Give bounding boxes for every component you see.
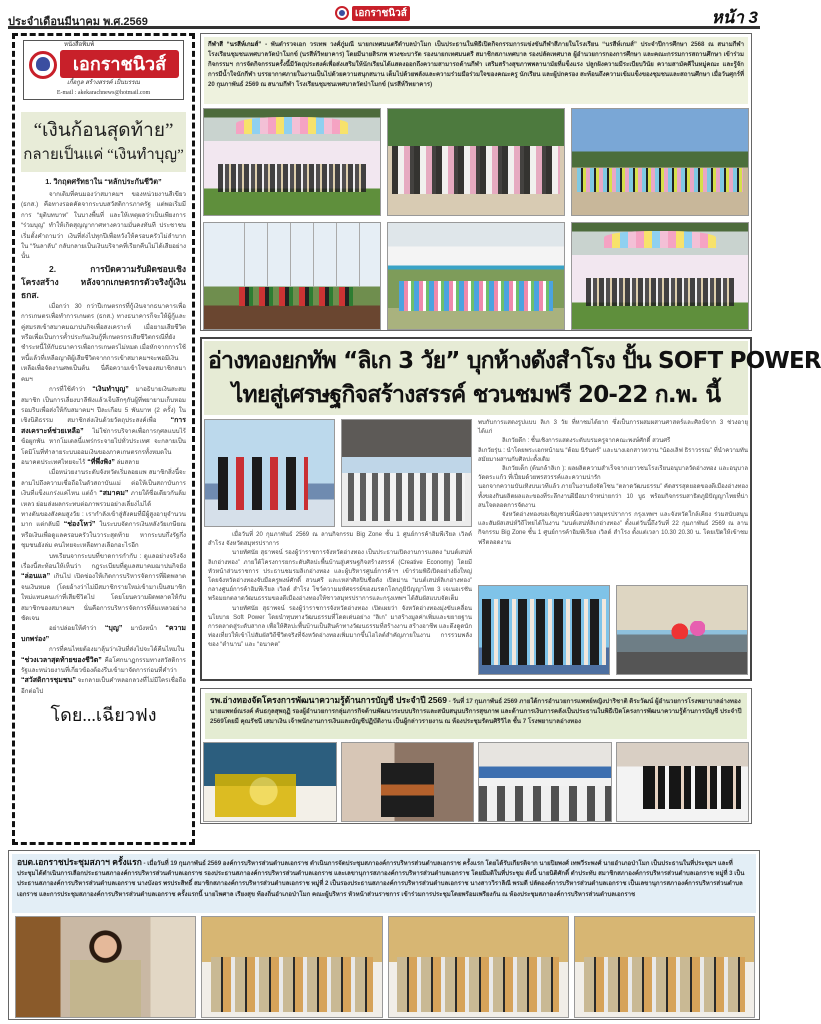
- column-title-line1: “เงินก้อนสุดท้าย”: [33, 120, 174, 141]
- photo-flag-raising: [203, 222, 381, 330]
- section1-paragraph: จากเดิมที่คนมองว่าสมาคมฯ ของหน่วยงานสีเขียว (ธกส.) คือทางรอดคัดจากระบบสวัสดิการภาครัฐ แต่พอเริ่มมีการ “ยุติบทบาท” ในบางพื้นที่ และให้เหตุผลว่าเป็นเพียงการ “ร่วมบุญ” ทำให้เกิดสุญญากาศทางความมั่นคงทันที ประชาชนเริ่มตั้งคำถามว่า เงินที่ส่งไปทุกปีเพื่อหวังให้ครอบครัวไม่ลำบากใน “วันลาลับ” กลับกลายเป็นเงินบริจาคที่เรียกคืนไม่ได้เสียอย่างนั้น: [21, 191, 186, 261]
- council-story-lead: อบต.เอกราชประชุมสภาฯ ครั้งแรก: [17, 857, 142, 867]
- photo-council-session-2: [388, 916, 569, 1018]
- sport-day-story: [200, 33, 752, 331]
- emphasis: “สมาคม”: [99, 490, 129, 498]
- text-run: มาอธิบายเงินสะสมสมาชิก เป็นการเลี่ยงบาลีฟังแล้วเจ็บลึกๆกับผู้ที่พยายามเก็บหอมรอมริบเพื่อส่งให้กับสมาคมฯ ปีละเกือบ 5 พันบาท (2 ครั้ง) ในเชิงนิติธรรม สมาชิกส่งเงินด้วยวัตถุประสงค์เพื่อ: [21, 386, 186, 425]
- header-logo: [335, 2, 445, 24]
- emphasis: “ที่พึ่งพิง”: [87, 458, 115, 466]
- likay-story: [200, 337, 821, 681]
- section2-heading: 2. การปัดความรับผิดชอบเชิงโครงสร้าง หลังจากเกษตรกรตัวจริงกู้เงิน ธกส.: [21, 263, 186, 300]
- emphasis: “การสงเคราะห์ช่วยเหลือ”: [21, 417, 186, 435]
- sport-story-text: [204, 37, 748, 104]
- likay-headline-line1: อ่างทองยกทัพ “ลิเก 3 วัย” บุกห้างดังสำโรง ปั้น SOFT POWER: [208, 348, 821, 374]
- photo-opening-stage: [204, 419, 335, 527]
- photo-opening-arch: [203, 108, 381, 216]
- contact-email[interactable]: E-mail : akekarachnews@hotmail.com: [56, 90, 151, 96]
- text-run: จะกลายเป็นคำหลอกลวงที่ไม่มีใครเชื่อถืออีกต่อไป: [21, 677, 186, 695]
- likay-right-text: [478, 419, 748, 579]
- text-run: คือโศกนาฏกรรมทางสวัสดิการ รัฐและหน่วยงานที่เกี่ยวข้องต้องรีบเข้ามาจัดการก่อนที่คำว่า: [21, 656, 186, 675]
- photo-council-session-1: [201, 916, 382, 1018]
- emphasis: “บุญ”: [104, 625, 123, 633]
- section2-paragraph-7: [21, 645, 186, 697]
- logo-small-label: หนังสือพิมพ์: [64, 42, 95, 48]
- logo-emblem-icon: [29, 51, 57, 79]
- likay-paragraph-4: พบกับการแสดงรูปแบบ ลิเก 3 วัย ที่หาชมได้ยาก ซึ่งเป็นการผสมผสานศาสตร์และศิลป์จาก 3 ช่วงอายุ ได้แก่: [478, 420, 748, 436]
- photo-officials-line: [387, 108, 565, 216]
- likay-paragraph-7: ลิเกวัยเด็ก (ต้นกล้าลิเก ): ผลผลิตความสำเร็จจากเยาวชนโรงเรียนอนุบาลวัดอ่างทอง และอนุบาลวัดตระแก้ว ที่เปี่ยมด้วยพรสวรรค์และความน่ารัก: [478, 466, 748, 482]
- emphasis: “ช่วงเวลาสุดท้ายของชีวิต”: [21, 656, 102, 664]
- emphasis: “สวัสดิการชุมชน”: [21, 677, 76, 685]
- emphasis: “ล่อนแล”: [21, 573, 51, 581]
- text-run: ล่มสลาย: [114, 458, 140, 466]
- opinion-column: [12, 33, 195, 845]
- section2-paragraph-3: [21, 468, 186, 510]
- likay-left-text: [208, 531, 472, 677]
- likay-paragraph-8: นอกจากความบันเทิงบนเวทีแล้ว ภายในงานยังจัดโซน “ตลาดวัฒนธรรม” คัดสรรสุดยอดของดีเมืองอ่างทอง ทั้งของกินผลิตผลและของที่ระลึกงานฝีมือมาจำหน่ายกว่า 10 บูธ พร้อมกิจกรรมสาธิตภูมิปัญญาไทยที่น่าสนใจตลอดการจัดงาน: [478, 484, 748, 509]
- photo-audience-hall: [341, 419, 472, 527]
- likay-paragraph-6: ลิเกวัยรุ่น : นำโดยพระเอกหน้ามน “ต้อม นิรันดร์” และนางเอกสาวหวาน “น้องเลิฟ ธิราวรรณ” ที่นำความทันสมัยมาผสานกับศิลปะดั้งเดิม: [478, 447, 748, 463]
- text-run: การที่คนไทยต้องมาลุ้นว่าเงินที่ส่งไปจะได้คืนไหมใน: [49, 646, 185, 654]
- newspaper-brand: เอกราชนิวส์: [60, 50, 179, 78]
- logo-seal-icon: [335, 6, 349, 20]
- hospital-story: [200, 688, 752, 824]
- likay-paragraph-3: นายทัศนัย สุธาพจน์ รองผู้ว่าราชการจังหวัดอ่างทอง เปิดเผยว่า จังหวัดอ่างทองมุ่งขับเคลื่อนนโยบาย Soft Power โดยนำทุนทางวัฒนธรรมที่โดดเด่นอย่าง “ลิเก” มาสร้างมูลค่าเพิ่มและขยายฐานการตลาดสู่ระดับสากล เพื่อให้ศิลปะพื้นบ้านเป็นสินค้าทางวัฒนธรรมที่สร้างงาน สร้างอาชีพ และดึงดูดนักท่องเที่ยวให้เข้าไปสัมผัสวิถีชีวิตจริงที่จังหวัดอ่างทองเพิ่มมากขึ้นไฮไลต์สำคัญภายในงาน การรวมพลังของ “ตำนาน” และ “อนาคต”: [208, 605, 472, 649]
- text-run: บทเรียนจากระบบที่ขาดการกำกับ : ดูแลอย่างจริงจัง เรื่องนี้สะท้อนให้เห็นว่า กฎระเบียบที่ดูแลสมาคมฌาปนกิจยัง: [21, 552, 186, 570]
- section1-heading: 1. วิกฤตศรัทธาใน “หลักประกันชีวิต”: [45, 177, 162, 186]
- council-story-body: - เมื่อวันที่ 19 กุมภาพันธ์ 2569 องค์การบริหารส่วนตำบลเอกราช ดำเนินการจัดประชุมสภาองค์การบริหารส่วนตำบลเอกราช ครั้งแรก โดยได้รับเกียรติจาก นายปิยพงศ์ เทพวีระพงศ์ นายอำเภอป่าโมก เป็นประธานในที่ประชุมฯ และที่ประชุมได้ดำเนินการเลือกประธานสภาองค์การบริหารส่วนตำบลเอกราช รองประธานสภาองค์การบริหารส่วนตำบลเอกราช และเลขานุการสภาองค์การบริหารส่วนตำบลเอกราช โดยมีมติในที่ประชุม ดังนี้ นายนิติศักดิ์ ดำประทับ สมาชิกสภาองค์การบริหารส่วนตำบลเอกราช หมู่ที่ 3 เป็นประธานสภาองค์การบริหารส่วนตำบลเอกราช นางบังอร พรประสิทธิ์ สมาชิกสภาองค์การบริหารส่วนตำบลเอกราช หมู่ที่ 2 เป็นรองประธานสภาองค์การบริหารส่วนตำบลเอกราช นางสาววิราลิณี พรมดี ปลัดองค์การบริหารส่วนตำบลเอกราช เป็นเลขานุการสภาองค์การบริหารส่วนตำบลเอกราช และการประชุมสภาองค์การบริหารส่วนตำบลเอกราช ครั้งแรกนี้ นายไพศาล เรียงสุข ท้องถิ่นอำเภอป่าโมก คณะผู้บริหาร หัวหน้าส่วนราชการ เข้าร่วมการประชุมโดยพร้อมเพรียงกัน ณ ห้องประชุมสภาองค์การบริหารส่วนตำบลเอกราช: [17, 860, 745, 898]
- hospital-story-body: - วันที่ 17 กุมภาพันธ์ 2569 ภายใต้การอำนวยการแพทย์หญิงปาริชาติ ดิระวัฒน์ ผู้อำนวยการโรงพยาบาลอ่างทอง นายแพทย์ณรงค์ คันธกุลสุพฤฏิ รองผู้อำนวยการกลุ่มภารกิจด้านพัฒนาระบบบริการและสนับสนุนบริการสุขภาพ และด้านการเงินการคลังเป็นประธานในพิธีเปิดโครงการพัฒนาความรู้ด้านการบัญชี ประจำปี 2569โดยมี คุณรัชนี เสมาเงิน เจ้าพนักงานการเงินและบัญชีปฏิบัติงาน เป็นผู้กล่าวรายงาน ณ ห้องประชุมรัตนศิริวิไล ชั้น 7 โรงพยาบาลอ่างทอง: [210, 698, 742, 725]
- council-photos: [15, 916, 755, 1018]
- sport-story-body: พันตำรวจเอก วรเทพ วงศ์ภู่มณี นายกเทศมนตรีตำบลป่าโมก เป็นประธานในพิธีเปิดกิจกรรมการแข่งขันกีฬาสีภายในโรงเรียน “นรสีห์เกมส์” ประจำปีการศึกษา 2568 ณ สนามกีฬา โรงเรียนชุมชนเทศบาลวัดป่าโมกข์ (นรสีห์วิทยาคาร) โดยมีนายสิรภพ พวงชะบารัต รองนายกเทศมนตรี สมาชิกสภาเทศบาล รองปลัดเทศบาล ผู้อำนวยการกองการศึกษา และคณะกรรมการสถานศึกษา เข้าร่วมกิจกรรมฯ การจัดกิจกรรมครั้งนี้มีวัตถุประสงค์เพื่อส่งเสริมให้นักเรียนได้แสดงออกถึงความสามารถด้านกีฬา เสริมสร้างสุขภาพพลานามัยที่แข็งแรง ปลูกฝังความมีระเบียบวินัย ความสามัคคีในหมู่คณะ และรู้จักการมีน้ำใจนักกีฬา บรรยากาศภายในงานเป็นไปด้วยความสนุกสนาน เต็มไปด้วยพลังและความร่วมมือร่วมใจของคณะครู นักเรียน และผู้ปกครอง สะท้อนถึงความเข้มแข็งของชุมชนและสถานศึกษา เมื่อวันศุกร์ที่ 20 กุมภาพันธ์ 2569 ณ สนามกีฬา โรงเรียนชุมชนเทศบาลวัดป่าโมกข์ (นรสีห์วิทยาคาร): [208, 41, 744, 88]
- section2-paragraph-5: [21, 552, 186, 625]
- text-run: ในระบบจัดการเงินหลังวัยเกษียณหรือเงินเพื่อดูแลครอบครัวในวาระสุดท้าย หากระบบกึ่งรัฐกึ่งชุมชนยังล่ม คนไทยจะเหลือทางเลือกอะไรอีก: [21, 521, 186, 550]
- newspaper-logo-box: [23, 40, 184, 100]
- text-run: เมื่อหน่วยงานระดับจังหวัดเริ่มลอยแพ สมาชิกสิ่งนี้จะลามไปถึงความเชื่อถือในตัวสถาบันแม่ ต่อให้เป็นสถาบันการเงินที่แข็งแกร่งแค่ไหน แต่ถ้า: [21, 469, 186, 498]
- photo-speaker-podium: [203, 742, 337, 822]
- section2-paragraph-6: [21, 624, 186, 645]
- text-run: ไม่ใช่การบริจาคเพื่อการกุศลแบบไร้ข้อผูกพัน หากโมเดลนี้แพร่กระจายไปทั่วประเทศ จะกลายเป็นโดมิโนที่ทำลายระบบออมเงินของภาคเกษตรกรทั้งหมดในอนาคตประเทศไทยจะไร้: [21, 427, 186, 466]
- photo-likay-performance: [616, 585, 748, 675]
- likay-paragraph-1: เมื่อวันที่ 20 กุมภาพันธ์ 2569 ณ ลานกิจกรรม Big Zone ชั้น 1 ศูนย์การค้าอิมพีเรียล เวิลด์ สำโรง จังหวัดสมุทรปราการ: [208, 532, 472, 548]
- issue-date: ประจำเดือนมีนาคม พ.ศ.2569: [8, 16, 148, 28]
- photo-presentation: [341, 742, 475, 822]
- photo-council-chair: [15, 916, 196, 1018]
- likay-photos-top: [204, 419, 472, 527]
- page-number: หน้า 3: [711, 8, 758, 27]
- page-header: [0, 0, 768, 30]
- likay-photos-bottom: [478, 585, 748, 675]
- header-logo-text: เอกราชนิวส์: [352, 6, 410, 21]
- photo-group-on-stage: [478, 585, 610, 675]
- photo-attendees: [616, 742, 750, 822]
- hospital-story-lead: รพ.อ่างทองจัดโครงการพัฒนาความรู้ด้านการบัญชี ประจำปี 2569: [210, 695, 447, 705]
- likay-paragraph-5: ลิเกวัยดึก : ชั้นเชิงการแสดงระดับบรมครูจากคณะพงษ์ศักดิ์ สวนศรี: [502, 438, 671, 445]
- hospital-story-text: [205, 693, 747, 739]
- photo-students-tent: [387, 222, 565, 330]
- sport-photo-grid: [203, 108, 749, 330]
- sport-story-lead: กีฬาสี “นรสีห์เกมส์” -: [208, 41, 271, 48]
- text-run: มาบังหน้า: [122, 625, 166, 633]
- hospital-photos: [203, 742, 749, 822]
- likay-headline-line2: ไทยสู่เศรษฐกิจสร้างสรรค์ ชวนชมฟรี 20-22 ก.พ. นี้: [231, 382, 721, 408]
- column-byline: โดย...เฉียวฟง: [50, 705, 157, 726]
- emphasis: “ความบกพร่อง”: [21, 625, 186, 643]
- likay-paragraph-2: นายทัศนัย สุธาพจน์ รองผู้ว่าราชการจังหวัดอ่างทอง เป็นประธานเปิดงานการแสดง “มนต์เสน่ห์ลิเกอ่างทอง” ภายใต้โครงการยกระดับศิลปะพื้นบ้านสู่เศรษฐกิจสร้างสรรค์ (Creative Economy) โดยมีหัวหน้าส่วนราชการ ประธานชมรมลิเกอ่างทอง และผู้บริหารศูนย์การค้าฯ เข้าร่วมพิธีเปิดอย่างยิ่งใหญ่ โดยจังหวัดอ่างทองจับมือครูพงษ์ศักดิ์ สวนศรี และเหล่าศิลปินชื่อดัง เปิดม่าน “มนต์เสน่ห์ลิเกอ่างทอง” กลางศูนย์การค้าอิมพีเรียล เวิลด์ สำโรง โชว์ความมหัศจรรย์ของมรดกโลกภูมิปัญญาไทย 3 เจเนอเรชัน พร้อมยกตลาดวัฒนธรรมของดีเมืองอ่างทองให้ชาวสมุทรปราการและกรุงเทพฯ ได้สัมผัสแบบจัดเต็ม: [208, 550, 472, 603]
- emphasis: “เงินทำบุญ”: [92, 386, 129, 394]
- photo-field-assembly: [571, 108, 749, 216]
- header-rule: [8, 26, 760, 29]
- photo-council-vote: [574, 916, 755, 1018]
- column-title: [21, 112, 186, 172]
- emphasis: “ช่องโหว่”: [63, 521, 96, 529]
- text-run: อย่าปล่อยให้คำว่า: [49, 625, 105, 633]
- likay-paragraph-9: จังหวัดอ่างทองขอเชิญชวนพี่น้องชาวสมุทรปราการ กรุงเทพฯ และจังหวัดใกล้เคียง ร่วมสนับสนุนและสัมผัสเสน่ห์วิถีไทยได้ในงาน “มนต์เสน่ห์ลิเกอ่างทอง” ตั้งแต่วันนี้ถึงวันที่ 22 กุมภาพันธ์ 2569 ณ ลานกิจกรรม Big Zone ชั้น 1 ศูนย์การค้าอิมพีเรียล เวิลด์ สำโรง ตั้งแต่เวลา 10.30 20.30 น. โดยเปิดให้เข้าชมฟรีตลอดงาน: [478, 512, 748, 546]
- column-title-line2: กลายเป็นแค่ “เงินทำบุญ”: [23, 147, 184, 163]
- editor-name: เกื้อกูล สร้างสรรค์ เป็นบรรณ: [66, 80, 141, 86]
- text-run: การที่ใช้คำว่า: [49, 386, 93, 394]
- section2-paragraph-4: [21, 510, 186, 552]
- photo-conference-room: [478, 742, 612, 822]
- likay-headline: [204, 341, 821, 415]
- council-story-text: [12, 854, 756, 913]
- column-body: [21, 176, 186, 697]
- council-story: [8, 850, 760, 1020]
- section2-paragraph-1: เมื่อกว่า 30 กว่าปีเกษตรกรที่กู้เงินจากธนาคารเพื่อการเกษตรเพื่อทำการเกษตร (ธกส.) ทางธนาคารก็จะให้ผู้กู้และคู่สมรสเข้าสมาคมฌาปนกิจเพื่อสงเคราะห์ เมื่อยามเสียชีวิตหรือเพื่อเป็นการค้ำประกันเงินกู้ที่เกษตรกรเสียชีวิตกรณีที่ยังชำระหนี้ให้กับธนาคารเพื่อการเกษตรไม่หมด เมื่อหักจากการใช้หนี้แล้วที่เหลือญาติผู้เสียชีวิตจากการเข้าสมาคมฯจะพอมีเงินเหลือเพื่อจัดงานศพเป็นต้น นี่คือความเข้าใจของสมาชิกสมาคมฯ: [21, 302, 186, 383]
- text-run: เกินไป เปิดช่องให้เกิดการบริหารจัดการที่ผิดพลาดจนเงินหมด (โดยอ้างว่าไม่มีสมาชิกรายใหม่เข้ามาเป็นสมาชิกใหม่แทนคนเก่าที่เสียชีวิตไป โดยโยนความผิดพลาดให้กับสมาชิกของสมาคมฯ นั่นคือการบริหารจัดการที่ล้มเหลวอย่างชัดเจน: [21, 573, 186, 623]
- text-run: ภายใต้ชื่อเดียวกันล้มเหลว ย่อมส่งผลกระทบต่อภาพรวมอย่างเลี่ยงไม่ได้: [21, 490, 186, 508]
- section2-paragraph-2: [21, 385, 186, 468]
- text-run: ทางตันของสังคมสูงวัย : เรากำลังเข้าสู่สังคมที่มีผู้สูงอายุจำนวนมาก แต่กลับมี: [21, 510, 186, 529]
- photo-students-arch: [571, 222, 749, 330]
